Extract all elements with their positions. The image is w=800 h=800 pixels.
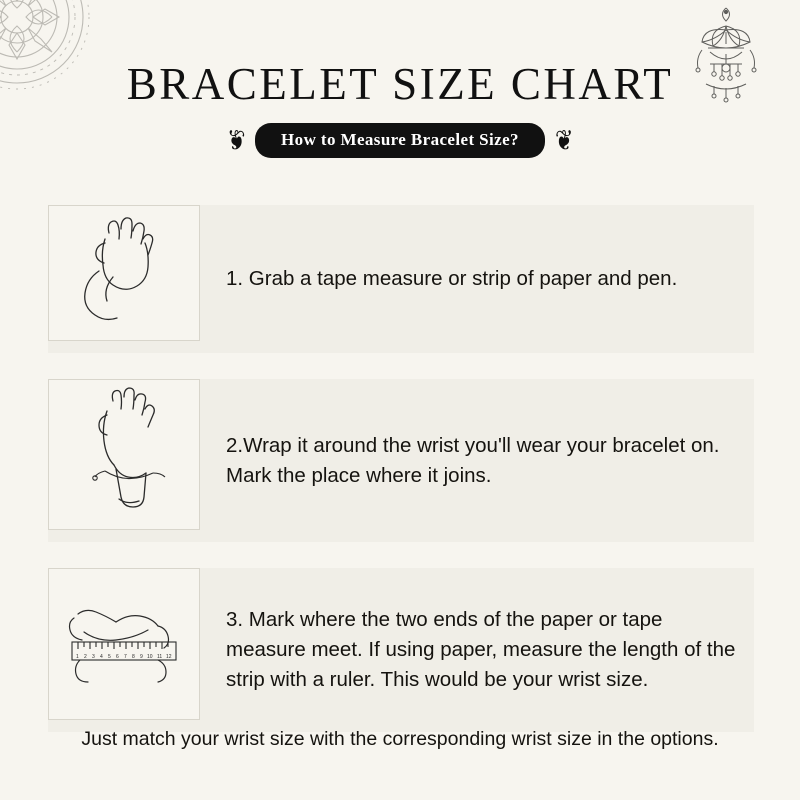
- svg-text:3: 3: [92, 654, 95, 660]
- step-text: 3. Mark where the two ends of the paper or tape measure meet. If using paper, measure the length of the strip with a ruler. This would be your wrist size.: [226, 608, 736, 691]
- step-text: 1. Grab a tape measure or strip of paper and pen.: [226, 267, 678, 291]
- flourish-right-icon: ❦: [554, 123, 574, 157]
- hand-holding-tape-illustration: [48, 205, 200, 341]
- svg-text:1: 1: [76, 654, 79, 660]
- list-item: [48, 379, 754, 542]
- svg-text:10: 10: [147, 654, 153, 660]
- svg-text:12: 12: [166, 654, 172, 660]
- svg-text:5: 5: [108, 654, 111, 660]
- subtitle-row: [0, 123, 800, 158]
- measuring-strip-with-ruler-illustration: [48, 568, 200, 720]
- svg-text:4: 4: [100, 654, 103, 660]
- svg-text:11: 11: [157, 654, 163, 660]
- svg-text:6: 6: [116, 654, 119, 660]
- svg-text:8: 8: [132, 654, 135, 660]
- step-text: 2.Wrap it around the wrist you'll wear your bracelet on. Mark the place where it joins.: [226, 433, 720, 487]
- svg-text:2: 2: [84, 654, 87, 660]
- svg-text:7: 7: [124, 654, 127, 660]
- steps-list: [48, 205, 754, 758]
- svg-text:9: 9: [140, 654, 143, 660]
- subtitle-badge: How to Measure Bracelet Size?: [255, 123, 545, 158]
- footer-note: Just match your wrist size with the corresponding wrist size in the options.: [81, 728, 719, 750]
- list-item: [48, 568, 754, 732]
- page-title: BRACELET SIZE CHART: [126, 59, 674, 109]
- list-item: [48, 205, 754, 353]
- tape-wrapped-around-wrist-illustration: [48, 379, 200, 530]
- flourish-left-icon: ❦: [226, 123, 246, 157]
